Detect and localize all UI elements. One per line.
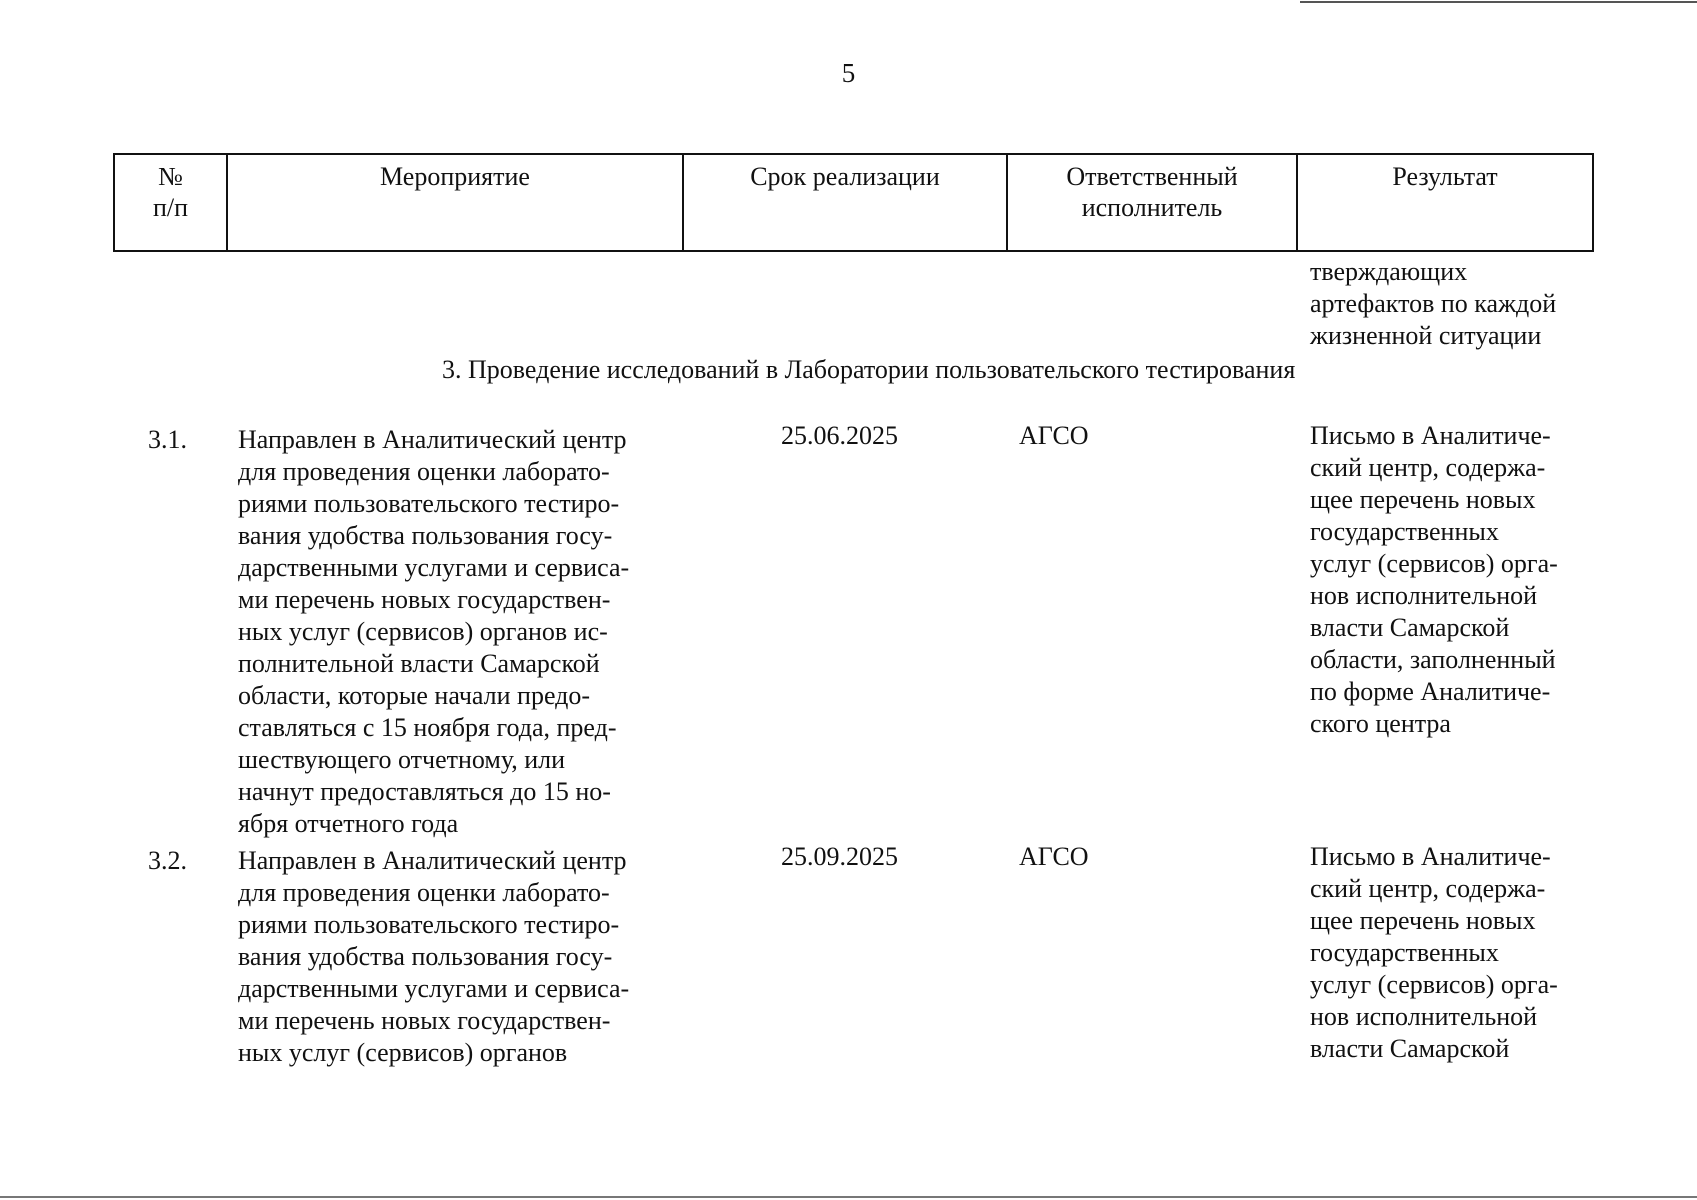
section-title: 3. Проведение исследований в Лаборатории пользовательского тестирования bbox=[442, 355, 1296, 384]
page-number: 5 bbox=[841, 58, 856, 88]
row-deadline: 25.06.2025 bbox=[781, 421, 898, 450]
header-cell-activity: Мероприятие bbox=[227, 154, 683, 251]
continuation-result-text: тверждающих артефактов по каждой жизненной ситуации bbox=[1310, 257, 1557, 350]
table-header-row bbox=[114, 154, 1593, 251]
row-activity-text: Направлен в Аналитический центр для проведения оценки лаборато- риями пользовательского тестиро- вания удобства пользования госу- дарственными услугами и сервиса- ми перечень новых государствен- ных услуг (сервисов) органов ис- полнительной власти Самарской области, которые начали предо- ставляться с 15 ноября года, пред- шествующего отчетному, или начнут предоставляться до 15 но- ября отчетного года bbox=[238, 425, 630, 838]
scan-bottom-rule bbox=[0, 1196, 1697, 1198]
row-executor: АГСО bbox=[1019, 842, 1089, 871]
row-deadline: 25.09.2025 bbox=[781, 842, 898, 871]
table-header bbox=[113, 153, 1594, 252]
header-cell-number: № п/п bbox=[114, 154, 227, 251]
header-cell-deadline: Срок реализации bbox=[683, 154, 1007, 251]
row-number: 3.1. bbox=[148, 425, 187, 454]
scan-top-rule bbox=[1300, 1, 1697, 3]
row-result-text: Письмо в Аналитиче- ский центр, содержа- щее перечень новых государственных услуг (сервисов) орга- нов исполнительной власти Самарской bbox=[1310, 842, 1558, 1063]
row-executor: АГСО bbox=[1019, 421, 1089, 450]
row-result-text: Письмо в Аналитиче- ский центр, содержа- щее перечень новых государственных услуг (сервисов) орга- нов исполнительной власти Самарской области, заполненный по форме Аналитиче- ского центра bbox=[1310, 421, 1558, 738]
header-cell-executor: Ответственный исполнитель bbox=[1007, 154, 1297, 251]
header-cell-result: Результат bbox=[1297, 154, 1593, 251]
row-number: 3.2. bbox=[148, 846, 187, 875]
row-activity-text: Направлен в Аналитический центр для проведения оценки лаборато- риями пользовательского тестиро- вания удобства пользования госу- дарственными услугами и сервиса- ми перечень новых государствен- ных услуг (сервисов) органов bbox=[238, 846, 630, 1067]
